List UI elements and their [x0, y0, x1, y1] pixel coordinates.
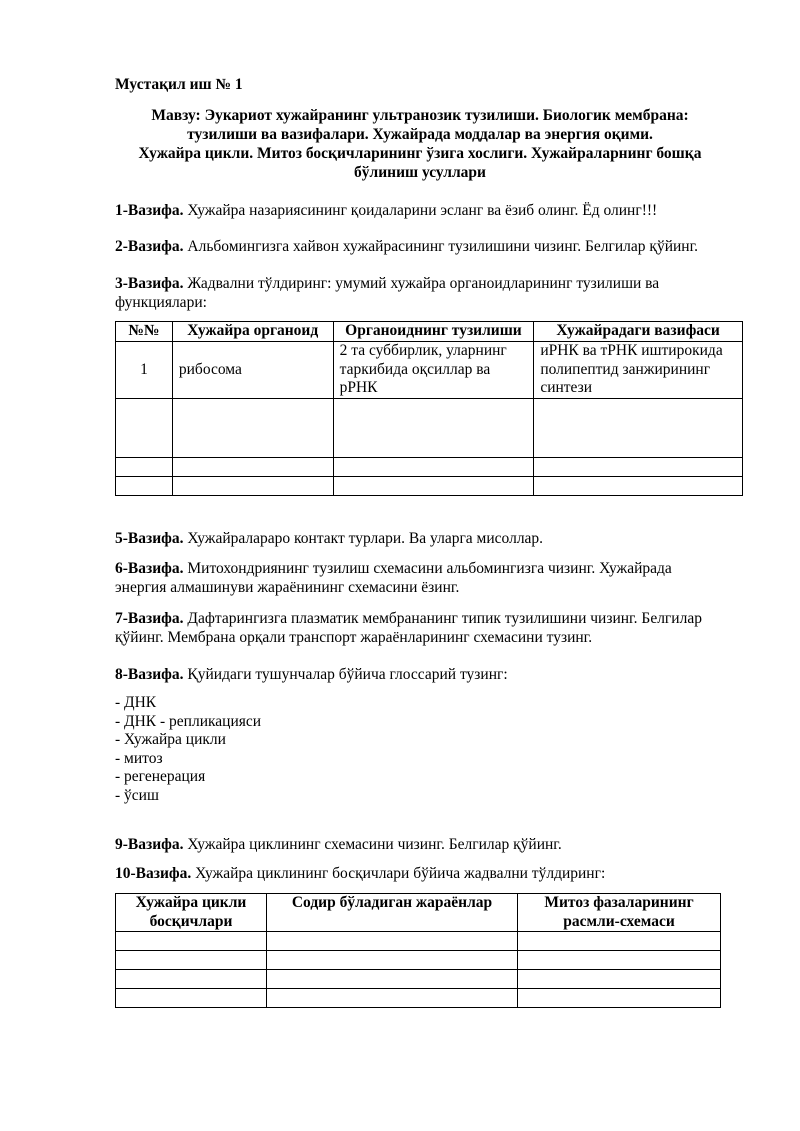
table-cell[interactable] — [172, 477, 333, 496]
task-label: 3-Вазифа. — [115, 275, 184, 292]
table-header-cell: Хужайра цикли босқичлари — [116, 894, 267, 932]
task-text: Хужайра циклининг схемасини чизинг. Белгилар қўйинг. — [183, 836, 562, 853]
task-label: 8-Вазифа. — [115, 666, 184, 683]
table-cell[interactable] — [518, 989, 721, 1008]
table-cell[interactable] — [116, 932, 267, 951]
table-cell[interactable] — [116, 951, 267, 970]
task-label: 1-Вазифа. — [115, 202, 184, 219]
table-cell[interactable] — [116, 399, 173, 458]
table-row — [116, 342, 743, 399]
table-cell[interactable] — [534, 477, 743, 496]
task-6 — [115, 559, 715, 597]
task-text: Митохондриянинг тузилиш схемасини альбомингизга чизинг. Хужайрада энергия алмашинуви жараёнининг схемасини ёзинг. — [115, 560, 672, 596]
task-5 — [115, 529, 735, 548]
table-cell[interactable] — [116, 970, 267, 989]
table-header-row — [116, 894, 721, 932]
task-label: 2-Вазифа. — [115, 238, 184, 255]
table-row — [116, 477, 743, 496]
organoid-table — [115, 321, 743, 496]
table-cell[interactable] — [267, 989, 518, 1008]
task-text: Альбомингизга хайвон хужайрасининг тузилишини чизинг. Белгилар қўйинг. — [183, 238, 699, 255]
table-header-cell: Митоз фазаларининг расмли-схемаси — [518, 894, 721, 932]
table-header-row — [116, 322, 743, 342]
table-header-cell: №№ — [116, 322, 173, 342]
table-row — [116, 970, 721, 989]
table-cell[interactable]: рибосома — [172, 342, 333, 399]
list-item: - ДНК — [115, 694, 157, 711]
topic-title — [115, 106, 725, 182]
task-10 — [115, 864, 735, 883]
topic-line: тузилиши ва вазифалари. Хужайрада моддалар ва энергия оқими. — [187, 126, 653, 143]
task-text: Қуйидаги тушунчалар бўйича глоссарий тузинг: — [183, 666, 508, 683]
list-item: - регенерация — [115, 768, 206, 785]
table-cell[interactable]: 2 та суббирлик, уларнинг таркибида оқсиллар ва рРНК — [333, 342, 534, 399]
document-heading: Мустақил иш № 1 — [115, 76, 243, 93]
task-text: Жадвални тўлдиринг: умумий хужайра органоидларининг тузилиши ва функциялари: — [115, 275, 660, 311]
table-cell[interactable] — [116, 477, 173, 496]
topic-line: бўлиниш усуллари — [354, 164, 486, 181]
table-cell[interactable] — [116, 989, 267, 1008]
task-8 — [115, 665, 735, 684]
list-item: - Хужайра цикли — [115, 731, 226, 748]
task-text: Хужайра циклининг босқичлари бўйича жадвални тўлдиринг: — [191, 865, 606, 882]
task-text: Хужайра назариясининг қоидаларини эсланг ва ёзиб олинг. Ёд олинг!!! — [183, 202, 658, 219]
table-cell[interactable] — [116, 458, 173, 477]
table-cell[interactable] — [267, 932, 518, 951]
list-item: - митоз — [115, 749, 163, 767]
task-1 — [115, 201, 735, 220]
topic-line: Мавзу: Эукариот хужайранинг ультранозик тузилиши. Биологик мембрана: — [151, 107, 689, 124]
table-cell[interactable] — [518, 932, 721, 951]
table-cell[interactable] — [534, 399, 743, 458]
task-text: Хужайралараро контакт турлари. Ва уларга мисоллар. — [183, 530, 544, 547]
table-cell[interactable] — [267, 970, 518, 989]
table-row — [116, 932, 721, 951]
task-label: 10-Вазифа. — [115, 865, 192, 882]
task-label: 9-Вазифа. — [115, 836, 184, 853]
task-label: 6-Вазифа. — [115, 560, 184, 577]
table-row — [116, 989, 721, 1008]
list-item: - ўсиш — [115, 786, 159, 804]
task-2 — [115, 237, 735, 256]
table-cell[interactable] — [172, 399, 333, 458]
table-row — [116, 951, 721, 970]
glossary-list — [115, 694, 261, 805]
list-item: - ДНК - репликацияси — [115, 712, 262, 730]
table-cell[interactable] — [534, 458, 743, 477]
table-cell[interactable] — [518, 970, 721, 989]
table-cell[interactable] — [333, 458, 534, 477]
table-header-cell: Хужайра органоид — [172, 322, 333, 342]
table-cell[interactable] — [518, 951, 721, 970]
task-3 — [115, 274, 695, 312]
table-header-cell: Органоиднинг тузилиши — [333, 322, 534, 342]
table-cell[interactable] — [267, 951, 518, 970]
table-header-cell: Хужайрадаги вазифаси — [534, 322, 743, 342]
table-cell[interactable]: иРНК ва тРНК иштирокида полипептид занжирининг синтези — [534, 342, 743, 399]
task-label: 7-Вазифа. — [115, 610, 184, 627]
task-7 — [115, 609, 735, 647]
table-cell[interactable]: 1 — [116, 342, 173, 399]
table-row — [116, 458, 743, 477]
table-cell[interactable] — [333, 399, 534, 458]
table-row — [116, 399, 743, 458]
table-cell[interactable] — [172, 458, 333, 477]
topic-line: Хужайра цикли. Митоз босқичларининг ўзига хослиги. Хужайраларнинг бошқа — [138, 145, 702, 162]
table-header-cell: Содир бўладиган жараёнлар — [267, 894, 518, 932]
cell-cycle-table — [115, 893, 721, 1008]
task-text: Дафтарингизга плазматик мембрананинг типик тузилишини чизинг. Белгилар қўйинг. Мембрана орқали транспорт жараёнларининг схемасини тузинг. — [115, 610, 702, 646]
task-label: 5-Вазифа. — [115, 530, 184, 547]
task-9 — [115, 835, 735, 854]
table-cell[interactable] — [333, 477, 534, 496]
